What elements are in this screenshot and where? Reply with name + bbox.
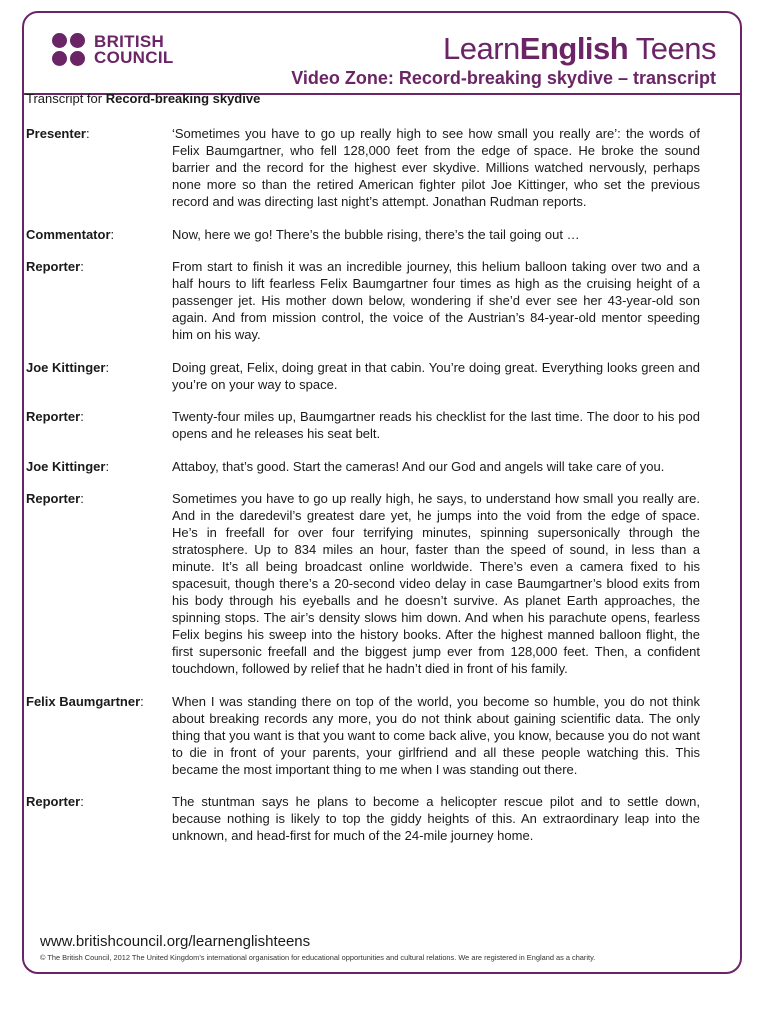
- transcript-intro: [26, 91, 260, 106]
- speaker-label: Reporter:: [26, 259, 84, 274]
- speaker-name: Felix Baumgartner: [26, 693, 141, 709]
- spoken-line: When I was standing there on top of the world, you become so humble, you do not think about breaking records any more, you do not think about gaining scientific data. The only thing that you want is that you want to come back alive, you know, because you do not want to die in front of your parents, your girlfriend and all these people watching this. This became the most important thing to me when I was standing out there.: [172, 693, 700, 777]
- transcript-row: [26, 458, 700, 475]
- brand-line-2: COUNCIL: [94, 48, 174, 67]
- transcript-row: [26, 125, 700, 210]
- british-council-wordmark: [94, 34, 174, 66]
- speaker-label: Presenter:: [26, 126, 90, 141]
- footer-legal-notice: © The British Council, 2012 The United Kingdom’s international organisation for educational opportunities and cultural relations. We are registered in England as a charity.: [40, 953, 596, 962]
- speaker-label: Commentator:: [26, 226, 115, 242]
- speaker-name: Reporter: [26, 491, 81, 506]
- speaker-label: Joe Kittinger:: [26, 359, 110, 375]
- transcript-row: [26, 359, 700, 393]
- brand-line-1: BRITISH: [94, 32, 165, 51]
- speaker-name: Reporter: [26, 259, 81, 274]
- transcript-row: [26, 408, 700, 442]
- speaker-label: Felix Baumgartner:: [26, 693, 144, 709]
- speaker-name: Joe Kittinger: [26, 458, 106, 474]
- speaker-label: Reporter:: [26, 409, 84, 424]
- page-title: Video Zone: Record-breaking skydive – transcript: [291, 68, 716, 88]
- speaker-name: Reporter: [26, 409, 81, 424]
- spoken-line: Twenty-four miles up, Baumgartner reads his checklist for the last time. The door to his pod opens and he releases his seat belt.: [172, 409, 700, 441]
- intro-title: Record-breaking skydive: [105, 91, 261, 106]
- intro-prefix: Transcript for: [26, 91, 106, 106]
- speaker-label: Reporter:: [26, 491, 84, 506]
- logo-teens: Teens: [628, 31, 716, 66]
- transcript-row: [26, 226, 700, 243]
- logo-english: English: [519, 31, 629, 66]
- logo-learn: Learn: [442, 31, 520, 66]
- british-council-logo: [52, 33, 192, 73]
- british-council-dots-icon: [52, 33, 88, 69]
- transcript-body: [26, 125, 700, 860]
- learnenglish-teens-logo: [443, 31, 716, 67]
- transcript-row: [26, 693, 700, 778]
- spoken-line: From start to finish it was an incredible journey, this helium balloon taking over two and a half hours to lift fearless Felix Baumgartner four times as high as the cruising height of a passenger jet. His mother down below, wondering if she’d ever see her 43-year-old son again. And from mission control, the voice of the Austrian’s 84-year-old mentor speeding him on his way.: [172, 259, 700, 342]
- spoken-line: The stuntman says he plans to become a helicopter rescue pilot and to settle down, because nothing is likely to top the giddy heights of this. An extraordinary leap into the unknown, and head-first for much of the 24-mile journey home.: [172, 794, 700, 843]
- speaker-label: Reporter:: [26, 794, 84, 809]
- spoken-line: Doing great, Felix, doing great in that cabin. You’re doing great. Everything looks green and you’re on your way to space.: [172, 359, 700, 392]
- spoken-line: Attaboy, that’s good. Start the cameras! And our God and angels will take care of you.: [172, 458, 665, 474]
- footer-website-link[interactable]: www.britishcouncil.org/learnenglishteens: [40, 933, 311, 950]
- spoken-line: Now, here we go! There’s the bubble rising, there’s the tail going out …: [172, 226, 580, 242]
- transcript-row: [26, 793, 700, 844]
- speaker-label: Joe Kittinger:: [26, 458, 110, 474]
- speaker-name: Joe Kittinger: [26, 359, 106, 375]
- spoken-line: ‘Sometimes you have to go up really high to see how small you really are’: the words of Felix Baumgartner, who fell 128,000 feet from the edge of space. He broke the sound barrier and the record for the highest ever skydive. Millions watched nervously, perhaps none more so than the retired American fighter pilot Joe Kittinger, who set the previous record and was directing last night’s attempt. Jonathan Rudman reports.: [172, 126, 700, 209]
- speaker-name: Reporter: [26, 794, 81, 809]
- transcript-row: [26, 490, 700, 677]
- page-header: [24, 13, 740, 95]
- spoken-line: Sometimes you have to go up really high, he says, to understand how small you really are. And in the daredevil’s greatest dare yet, he jumps into the void from the edge of space. He’s in freefall for over four terrifying minutes, spinning supersonically through the stratosphere. Up to 834 miles an hour, faster than the speed of sound, in less than a minute. It’s all being broadcast online worldwide. There’s even a camera fixed to his spacesuit, though there’s a 20-second video delay in case Baumgartner’s blood exits from his body through his eyeballs and he doesn’t survive. As planet Earth approaches, the spinning stops. The air’s density slows him down. And when his parachute opens, fearless Felix begins his sweep into the history books. After the highest manned balloon flight, the first supersonic freefall and the biggest jump ever from 128,000 feet. Then, a confident touchdown, followed by relief that he hadn’t died in front of his family.: [172, 491, 700, 676]
- transcript-row: [26, 258, 700, 343]
- speaker-name: Commentator: [26, 226, 111, 242]
- speaker-name: Presenter: [26, 126, 86, 141]
